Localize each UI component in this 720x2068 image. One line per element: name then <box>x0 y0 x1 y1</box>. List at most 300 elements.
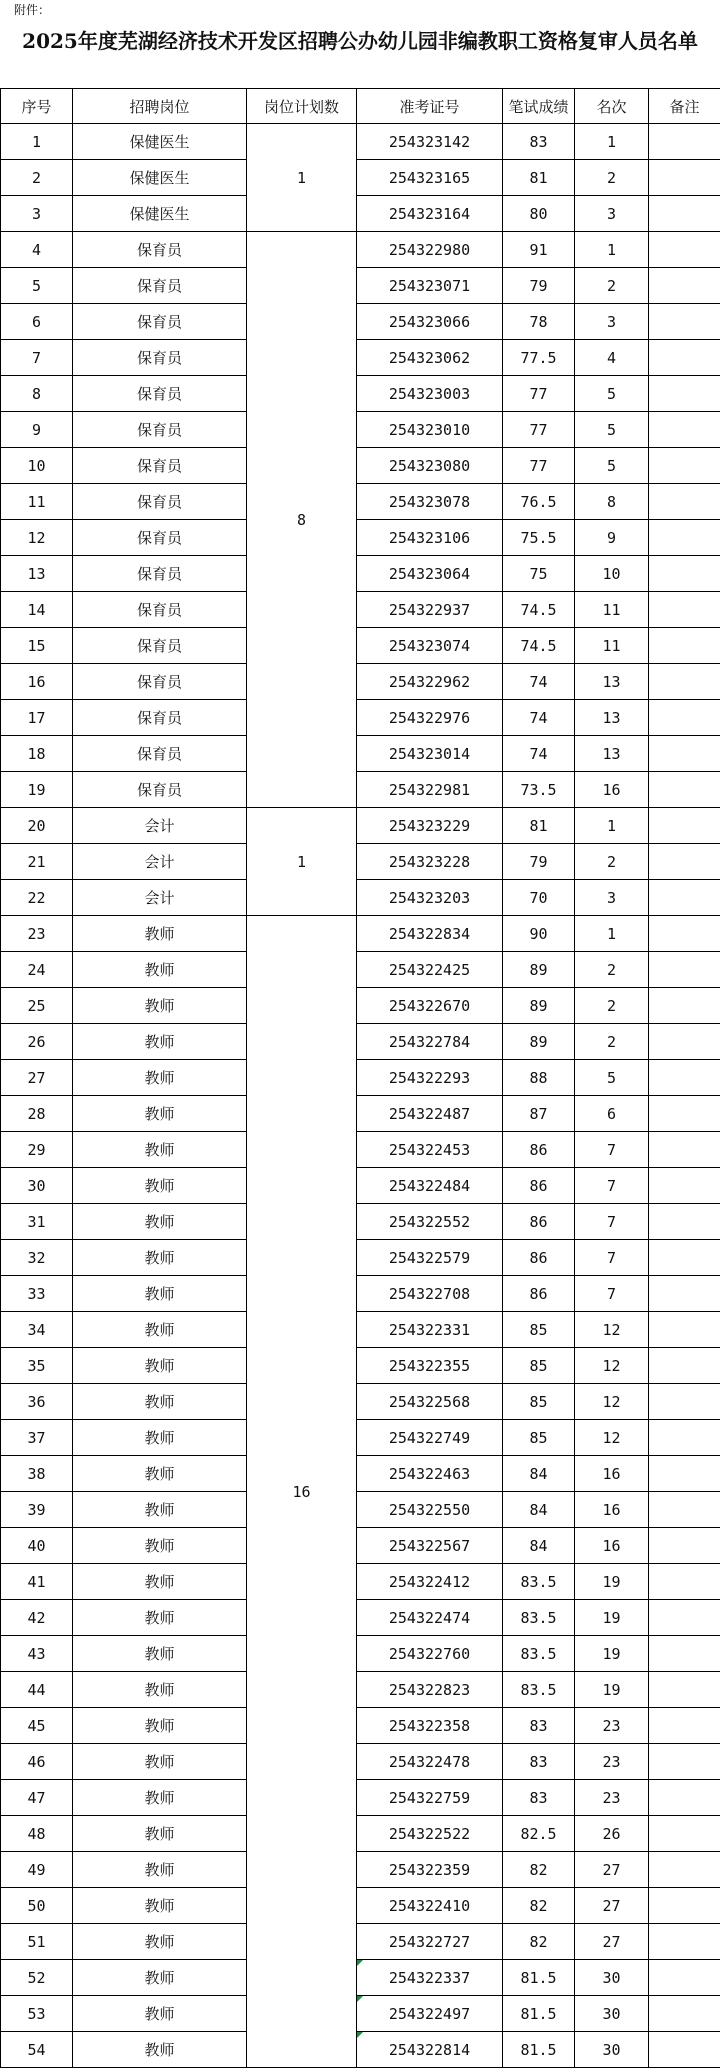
cell-exam-id[interactable]: 254323064 <box>357 556 503 592</box>
cell-rank[interactable]: 2 <box>575 1024 649 1060</box>
cell-note[interactable] <box>649 1456 720 1492</box>
header-index[interactable]: 序号 <box>1 89 73 124</box>
cell-rank[interactable]: 23 <box>575 1780 649 1816</box>
cell-note[interactable] <box>649 1204 720 1240</box>
cell-rank[interactable]: 9 <box>575 520 649 556</box>
cell-rank[interactable]: 7 <box>575 1240 649 1276</box>
cell-score[interactable]: 89 <box>503 952 575 988</box>
cell-post[interactable]: 保育员 <box>73 700 247 736</box>
cell-exam-id[interactable]: 254322453 <box>357 1132 503 1168</box>
cell-note[interactable] <box>649 520 720 556</box>
cell-post[interactable]: 保育员 <box>73 412 247 448</box>
cell-score[interactable]: 85 <box>503 1312 575 1348</box>
cell-score[interactable]: 74.5 <box>503 628 575 664</box>
cell-rank[interactable]: 12 <box>575 1420 649 1456</box>
cell-post[interactable]: 教师 <box>73 1024 247 1060</box>
cell-post[interactable]: 教师 <box>73 1240 247 1276</box>
cell-rank[interactable]: 7 <box>575 1204 649 1240</box>
cell-rank[interactable]: 12 <box>575 1312 649 1348</box>
cell-post[interactable]: 教师 <box>73 1492 247 1528</box>
header-exam-id[interactable]: 准考证号 <box>357 89 503 124</box>
cell-index[interactable]: 42 <box>1 1600 73 1636</box>
cell-index[interactable]: 15 <box>1 628 73 664</box>
cell-score[interactable]: 74.5 <box>503 592 575 628</box>
cell-post[interactable]: 保育员 <box>73 448 247 484</box>
cell-rank[interactable]: 2 <box>575 988 649 1024</box>
cell-post[interactable]: 教师 <box>73 1312 247 1348</box>
cell-exam-id[interactable]: 254322579 <box>357 1240 503 1276</box>
cell-rank[interactable]: 10 <box>575 556 649 592</box>
cell-rank[interactable]: 11 <box>575 592 649 628</box>
cell-index[interactable]: 37 <box>1 1420 73 1456</box>
cell-score[interactable]: 88 <box>503 1060 575 1096</box>
cell-exam-id[interactable]: 254322784 <box>357 1024 503 1060</box>
cell-exam-id[interactable]: 254323106 <box>357 520 503 556</box>
cell-rank[interactable]: 1 <box>575 124 649 160</box>
cell-exam-id[interactable]: 254322823 <box>357 1672 503 1708</box>
cell-rank[interactable]: 2 <box>575 268 649 304</box>
cell-post[interactable]: 保育员 <box>73 484 247 520</box>
cell-score[interactable]: 85 <box>503 1384 575 1420</box>
cell-exam-id[interactable]: 254322474 <box>357 1600 503 1636</box>
cell-exam-id[interactable]: 254322359 <box>357 1852 503 1888</box>
cell-index[interactable]: 46 <box>1 1744 73 1780</box>
cell-index[interactable]: 19 <box>1 772 73 808</box>
cell-score[interactable]: 86 <box>503 1276 575 1312</box>
cell-post[interactable]: 保育员 <box>73 340 247 376</box>
cell-rank[interactable]: 5 <box>575 448 649 484</box>
cell-index[interactable]: 39 <box>1 1492 73 1528</box>
cell-exam-id[interactable]: 254323014 <box>357 736 503 772</box>
cell-note[interactable] <box>649 1492 720 1528</box>
cell-exam-id[interactable]: 254323229 <box>357 808 503 844</box>
cell-note[interactable] <box>649 376 720 412</box>
cell-post[interactable]: 保育员 <box>73 664 247 700</box>
cell-post[interactable]: 保育员 <box>73 520 247 556</box>
cell-score[interactable]: 87 <box>503 1096 575 1132</box>
cell-index[interactable]: 1 <box>1 124 73 160</box>
cell-post[interactable]: 教师 <box>73 1456 247 1492</box>
cell-rank[interactable]: 30 <box>575 1960 649 1996</box>
cell-score[interactable]: 82 <box>503 1924 575 1960</box>
cell-exam-id[interactable]: 254322749 <box>357 1420 503 1456</box>
cell-exam-id[interactable]: 254322358 <box>357 1708 503 1744</box>
cell-post[interactable]: 教师 <box>73 1168 247 1204</box>
cell-note[interactable] <box>649 1384 720 1420</box>
cell-post[interactable]: 保育员 <box>73 376 247 412</box>
cell-rank[interactable]: 2 <box>575 952 649 988</box>
cell-rank[interactable]: 23 <box>575 1708 649 1744</box>
cell-exam-id[interactable]: 254322976 <box>357 700 503 736</box>
cell-score[interactable]: 83 <box>503 1708 575 1744</box>
cell-index[interactable]: 18 <box>1 736 73 772</box>
cell-exam-id[interactable]: 254323228 <box>357 844 503 880</box>
cell-note[interactable] <box>649 1060 720 1096</box>
cell-rank[interactable]: 5 <box>575 412 649 448</box>
cell-note[interactable] <box>649 1888 720 1924</box>
cell-exam-id[interactable]: 254322552 <box>357 1204 503 1240</box>
cell-rank[interactable]: 19 <box>575 1600 649 1636</box>
cell-score[interactable]: 86 <box>503 1240 575 1276</box>
cell-score[interactable]: 73.5 <box>503 772 575 808</box>
cell-post[interactable]: 教师 <box>73 1564 247 1600</box>
cell-index[interactable]: 32 <box>1 1240 73 1276</box>
cell-score[interactable]: 83.5 <box>503 1600 575 1636</box>
cell-index[interactable]: 49 <box>1 1852 73 1888</box>
cell-post[interactable]: 保育员 <box>73 772 247 808</box>
cell-post[interactable]: 教师 <box>73 952 247 988</box>
cell-exam-id[interactable]: 254322337 <box>357 1960 503 1996</box>
cell-rank[interactable]: 26 <box>575 1816 649 1852</box>
cell-score[interactable]: 81 <box>503 808 575 844</box>
cell-score[interactable]: 84 <box>503 1528 575 1564</box>
cell-post[interactable]: 教师 <box>73 916 247 952</box>
cell-note[interactable] <box>649 1636 720 1672</box>
cell-post[interactable]: 保育员 <box>73 304 247 340</box>
cell-exam-id[interactable]: 254323078 <box>357 484 503 520</box>
cell-index[interactable]: 13 <box>1 556 73 592</box>
cell-score[interactable]: 75.5 <box>503 520 575 556</box>
cell-exam-id[interactable]: 254322550 <box>357 1492 503 1528</box>
cell-index[interactable]: 3 <box>1 196 73 232</box>
cell-rank[interactable]: 30 <box>575 2032 649 2068</box>
cell-exam-id[interactable]: 254323142 <box>357 124 503 160</box>
cell-exam-id[interactable]: 254322410 <box>357 1888 503 1924</box>
cell-score[interactable]: 83 <box>503 124 575 160</box>
cell-rank[interactable]: 12 <box>575 1348 649 1384</box>
cell-index[interactable]: 44 <box>1 1672 73 1708</box>
cell-post[interactable]: 教师 <box>73 988 247 1024</box>
cell-rank[interactable]: 2 <box>575 844 649 880</box>
cell-exam-id[interactable]: 254322760 <box>357 1636 503 1672</box>
header-note[interactable]: 备注 <box>649 89 720 124</box>
cell-post[interactable]: 保育员 <box>73 232 247 268</box>
cell-score[interactable]: 83 <box>503 1744 575 1780</box>
cell-index[interactable]: 47 <box>1 1780 73 1816</box>
cell-note[interactable] <box>649 412 720 448</box>
cell-note[interactable] <box>649 628 720 664</box>
cell-score[interactable]: 79 <box>503 844 575 880</box>
cell-index[interactable]: 50 <box>1 1888 73 1924</box>
cell-note[interactable] <box>649 1132 720 1168</box>
cell-note[interactable] <box>649 1780 720 1816</box>
cell-index[interactable]: 5 <box>1 268 73 304</box>
cell-exam-id[interactable]: 254322567 <box>357 1528 503 1564</box>
cell-index[interactable]: 12 <box>1 520 73 556</box>
cell-note[interactable] <box>649 1816 720 1852</box>
cell-exam-id[interactable]: 254322759 <box>357 1780 503 1816</box>
cell-index[interactable]: 53 <box>1 1996 73 2032</box>
cell-post[interactable]: 保育员 <box>73 592 247 628</box>
cell-rank[interactable]: 30 <box>575 1996 649 2032</box>
cell-exam-id[interactable]: 254322814 <box>357 2032 503 2068</box>
cell-post[interactable]: 教师 <box>73 1960 247 1996</box>
cell-exam-id[interactable]: 254323164 <box>357 196 503 232</box>
cell-note[interactable] <box>649 1024 720 1060</box>
cell-note[interactable] <box>649 1528 720 1564</box>
cell-note[interactable] <box>649 916 720 952</box>
cell-index[interactable]: 2 <box>1 160 73 196</box>
cell-note[interactable] <box>649 268 720 304</box>
cell-post[interactable]: 教师 <box>73 1816 247 1852</box>
cell-note[interactable] <box>649 124 720 160</box>
cell-index[interactable]: 17 <box>1 700 73 736</box>
cell-note[interactable] <box>649 160 720 196</box>
cell-rank[interactable]: 16 <box>575 772 649 808</box>
cell-score[interactable]: 77.5 <box>503 340 575 376</box>
cell-post[interactable]: 保健医生 <box>73 160 247 196</box>
cell-exam-id[interactable]: 254322980 <box>357 232 503 268</box>
cell-exam-id[interactable]: 254323066 <box>357 304 503 340</box>
cell-index[interactable]: 45 <box>1 1708 73 1744</box>
cell-score[interactable]: 86 <box>503 1168 575 1204</box>
cell-score[interactable]: 89 <box>503 988 575 1024</box>
cell-exam-id[interactable]: 254323165 <box>357 160 503 196</box>
cell-exam-id[interactable]: 254322981 <box>357 772 503 808</box>
cell-exam-id[interactable]: 254323203 <box>357 880 503 916</box>
cell-score[interactable]: 74 <box>503 664 575 700</box>
cell-rank[interactable]: 7 <box>575 1168 649 1204</box>
cell-index[interactable]: 22 <box>1 880 73 916</box>
cell-post[interactable]: 保育员 <box>73 736 247 772</box>
cell-post[interactable]: 教师 <box>73 1204 247 1240</box>
cell-score[interactable]: 70 <box>503 880 575 916</box>
cell-exam-id[interactable]: 254322962 <box>357 664 503 700</box>
cell-score[interactable]: 74 <box>503 736 575 772</box>
cell-score[interactable]: 83.5 <box>503 1636 575 1672</box>
header-score[interactable]: 笔试成绩 <box>503 89 575 124</box>
cell-score[interactable]: 75 <box>503 556 575 592</box>
cell-post[interactable]: 教师 <box>73 1780 247 1816</box>
cell-plan[interactable]: 8 <box>247 232 357 808</box>
cell-index[interactable]: 26 <box>1 1024 73 1060</box>
cell-exam-id[interactable]: 254322293 <box>357 1060 503 1096</box>
cell-rank[interactable]: 13 <box>575 736 649 772</box>
cell-note[interactable] <box>649 700 720 736</box>
cell-score[interactable]: 82.5 <box>503 1816 575 1852</box>
cell-index[interactable]: 51 <box>1 1924 73 1960</box>
cell-score[interactable]: 77 <box>503 412 575 448</box>
cell-index[interactable]: 35 <box>1 1348 73 1384</box>
cell-plan[interactable]: 1 <box>247 808 357 916</box>
cell-index[interactable]: 41 <box>1 1564 73 1600</box>
cell-score[interactable]: 85 <box>503 1420 575 1456</box>
cell-post[interactable]: 教师 <box>73 1096 247 1132</box>
cell-exam-id[interactable]: 254323080 <box>357 448 503 484</box>
cell-rank[interactable]: 19 <box>575 1636 649 1672</box>
cell-rank[interactable]: 19 <box>575 1672 649 1708</box>
cell-post[interactable]: 教师 <box>73 1888 247 1924</box>
cell-post[interactable]: 教师 <box>73 1672 247 1708</box>
cell-rank[interactable]: 1 <box>575 808 649 844</box>
cell-post[interactable]: 教师 <box>73 1600 247 1636</box>
cell-note[interactable] <box>649 1996 720 2032</box>
cell-exam-id[interactable]: 254322487 <box>357 1096 503 1132</box>
cell-index[interactable]: 11 <box>1 484 73 520</box>
cell-index[interactable]: 27 <box>1 1060 73 1096</box>
cell-post[interactable]: 保育员 <box>73 268 247 304</box>
cell-index[interactable]: 52 <box>1 1960 73 1996</box>
cell-note[interactable] <box>649 664 720 700</box>
header-rank[interactable]: 名次 <box>575 89 649 124</box>
cell-note[interactable] <box>649 196 720 232</box>
cell-index[interactable]: 28 <box>1 1096 73 1132</box>
cell-post[interactable]: 教师 <box>73 1528 247 1564</box>
cell-score[interactable]: 81.5 <box>503 2032 575 2068</box>
cell-note[interactable] <box>649 1312 720 1348</box>
cell-note[interactable] <box>649 1744 720 1780</box>
cell-score[interactable]: 91 <box>503 232 575 268</box>
cell-rank[interactable]: 4 <box>575 340 649 376</box>
cell-index[interactable]: 38 <box>1 1456 73 1492</box>
cell-post[interactable]: 教师 <box>73 1276 247 1312</box>
cell-score[interactable]: 85 <box>503 1348 575 1384</box>
cell-score[interactable]: 89 <box>503 1024 575 1060</box>
cell-exam-id[interactable]: 254323010 <box>357 412 503 448</box>
cell-note[interactable] <box>649 880 720 916</box>
cell-post[interactable]: 保育员 <box>73 556 247 592</box>
cell-score[interactable]: 77 <box>503 448 575 484</box>
cell-post[interactable]: 会计 <box>73 808 247 844</box>
cell-score[interactable]: 83 <box>503 1780 575 1816</box>
cell-score[interactable]: 81.5 <box>503 1996 575 2032</box>
cell-index[interactable]: 10 <box>1 448 73 484</box>
cell-index[interactable]: 9 <box>1 412 73 448</box>
cell-index[interactable]: 43 <box>1 1636 73 1672</box>
cell-note[interactable] <box>649 772 720 808</box>
cell-score[interactable]: 82 <box>503 1852 575 1888</box>
cell-note[interactable] <box>649 1924 720 1960</box>
cell-post[interactable]: 教师 <box>73 1708 247 1744</box>
cell-score[interactable]: 81 <box>503 160 575 196</box>
cell-rank[interactable]: 7 <box>575 1276 649 1312</box>
cell-post[interactable]: 保健医生 <box>73 196 247 232</box>
cell-score[interactable]: 77 <box>503 376 575 412</box>
cell-index[interactable]: 54 <box>1 2032 73 2068</box>
cell-note[interactable] <box>649 340 720 376</box>
cell-rank[interactable]: 3 <box>575 304 649 340</box>
cell-score[interactable]: 86 <box>503 1204 575 1240</box>
cell-score[interactable]: 84 <box>503 1492 575 1528</box>
cell-exam-id[interactable]: 254322463 <box>357 1456 503 1492</box>
cell-post[interactable]: 教师 <box>73 1924 247 1960</box>
cell-index[interactable]: 24 <box>1 952 73 988</box>
cell-note[interactable] <box>649 2032 720 2068</box>
cell-exam-id[interactable]: 254322727 <box>357 1924 503 1960</box>
cell-post[interactable]: 教师 <box>73 1348 247 1384</box>
cell-note[interactable] <box>649 1240 720 1276</box>
cell-rank[interactable]: 16 <box>575 1528 649 1564</box>
cell-index[interactable]: 36 <box>1 1384 73 1420</box>
cell-exam-id[interactable]: 254323071 <box>357 268 503 304</box>
cell-exam-id[interactable]: 254322708 <box>357 1276 503 1312</box>
cell-exam-id[interactable]: 254322497 <box>357 1996 503 2032</box>
cell-rank[interactable]: 5 <box>575 376 649 412</box>
cell-note[interactable] <box>649 1276 720 1312</box>
cell-note[interactable] <box>649 952 720 988</box>
cell-post[interactable]: 教师 <box>73 1384 247 1420</box>
cell-note[interactable] <box>649 808 720 844</box>
cell-score[interactable]: 83.5 <box>503 1564 575 1600</box>
cell-rank[interactable]: 16 <box>575 1456 649 1492</box>
cell-exam-id[interactable]: 254323003 <box>357 376 503 412</box>
cell-rank[interactable]: 13 <box>575 664 649 700</box>
cell-rank[interactable]: 16 <box>575 1492 649 1528</box>
cell-rank[interactable]: 23 <box>575 1744 649 1780</box>
cell-index[interactable]: 40 <box>1 1528 73 1564</box>
cell-post[interactable]: 教师 <box>73 1060 247 1096</box>
cell-index[interactable]: 6 <box>1 304 73 340</box>
cell-note[interactable] <box>649 844 720 880</box>
cell-note[interactable] <box>649 232 720 268</box>
cell-post[interactable]: 教师 <box>73 1996 247 2032</box>
cell-exam-id[interactable]: 254322568 <box>357 1384 503 1420</box>
cell-index[interactable]: 20 <box>1 808 73 844</box>
cell-index[interactable]: 29 <box>1 1132 73 1168</box>
cell-rank[interactable]: 19 <box>575 1564 649 1600</box>
cell-note[interactable] <box>649 448 720 484</box>
cell-rank[interactable]: 5 <box>575 1060 649 1096</box>
cell-post[interactable]: 保健医生 <box>73 124 247 160</box>
cell-rank[interactable]: 2 <box>575 160 649 196</box>
cell-note[interactable] <box>649 1096 720 1132</box>
cell-note[interactable] <box>649 1672 720 1708</box>
cell-plan[interactable]: 16 <box>247 916 357 2068</box>
header-post[interactable]: 招聘岗位 <box>73 89 247 124</box>
cell-rank[interactable]: 1 <box>575 232 649 268</box>
cell-post[interactable]: 教师 <box>73 1852 247 1888</box>
cell-exam-id[interactable]: 254322670 <box>357 988 503 1024</box>
cell-exam-id[interactable]: 254322478 <box>357 1744 503 1780</box>
cell-post[interactable]: 会计 <box>73 880 247 916</box>
cell-rank[interactable]: 27 <box>575 1852 649 1888</box>
cell-post[interactable]: 教师 <box>73 1132 247 1168</box>
cell-score[interactable]: 83.5 <box>503 1672 575 1708</box>
cell-exam-id[interactable]: 254322331 <box>357 1312 503 1348</box>
cell-post[interactable]: 教师 <box>73 1636 247 1672</box>
cell-score[interactable]: 78 <box>503 304 575 340</box>
cell-rank[interactable]: 8 <box>575 484 649 520</box>
cell-rank[interactable]: 27 <box>575 1924 649 1960</box>
cell-index[interactable]: 30 <box>1 1168 73 1204</box>
cell-rank[interactable]: 13 <box>575 700 649 736</box>
cell-note[interactable] <box>649 988 720 1024</box>
cell-post[interactable]: 保育员 <box>73 628 247 664</box>
cell-note[interactable] <box>649 1600 720 1636</box>
cell-exam-id[interactable]: 254322412 <box>357 1564 503 1600</box>
cell-score[interactable]: 74 <box>503 700 575 736</box>
cell-post[interactable]: 教师 <box>73 1744 247 1780</box>
cell-exam-id[interactable]: 254323062 <box>357 340 503 376</box>
cell-score[interactable]: 82 <box>503 1888 575 1924</box>
cell-rank[interactable]: 1 <box>575 916 649 952</box>
cell-exam-id[interactable]: 254322355 <box>357 1348 503 1384</box>
cell-note[interactable] <box>649 1852 720 1888</box>
cell-exam-id[interactable]: 254323074 <box>357 628 503 664</box>
cell-score[interactable]: 79 <box>503 268 575 304</box>
cell-rank[interactable]: 3 <box>575 880 649 916</box>
cell-note[interactable] <box>649 484 720 520</box>
cell-note[interactable] <box>649 1420 720 1456</box>
cell-score[interactable]: 80 <box>503 196 575 232</box>
cell-note[interactable] <box>649 1168 720 1204</box>
cell-note[interactable] <box>649 1708 720 1744</box>
cell-post[interactable]: 教师 <box>73 1420 247 1456</box>
cell-exam-id[interactable]: 254322937 <box>357 592 503 628</box>
cell-index[interactable]: 16 <box>1 664 73 700</box>
cell-index[interactable]: 4 <box>1 232 73 268</box>
cell-score[interactable]: 81.5 <box>503 1960 575 1996</box>
